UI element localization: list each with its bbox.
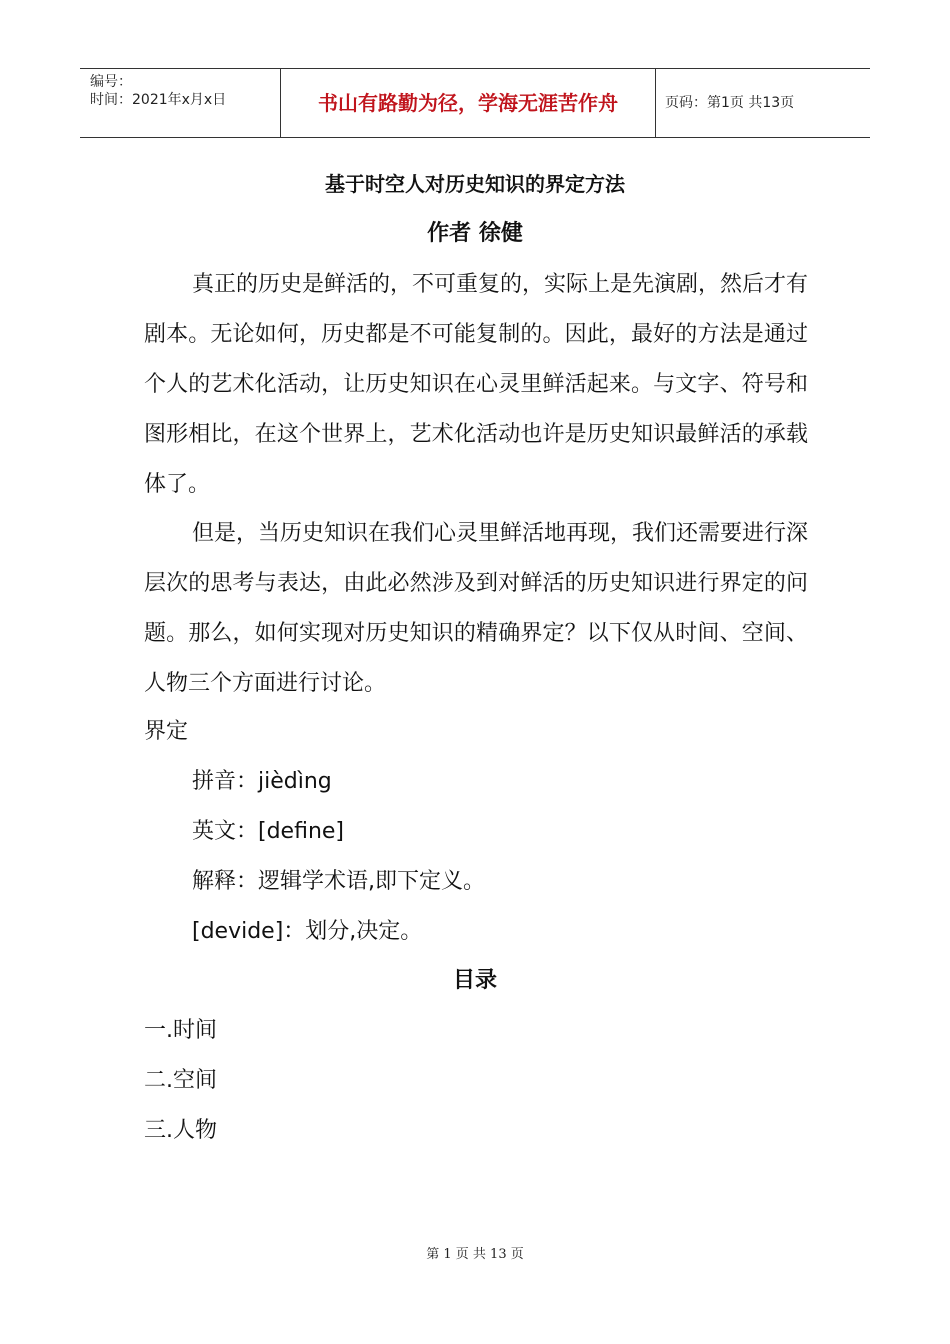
toc-item-space: 二.空间 xyxy=(144,1068,217,1093)
definition-english: 英文：[define] xyxy=(192,819,345,844)
header-page-cell xyxy=(655,69,870,137)
page-info: 页码：第1页 共13页 xyxy=(665,95,795,111)
header-meta-cell xyxy=(80,69,280,137)
paragraph-1: 真正的历史是鲜活的，不可重复的，实际上是先演剧，然后才有剧本。无论如何，历史都是不可能复制的。因此，最好的方法是通过个人的艺术化活动，让历史知识在心灵里鲜活起来。与文字、符号和图形相比，在这个世界上，艺术化活动也许是历史知识最鲜活的承载体了。 xyxy=(144,272,809,497)
document-header xyxy=(80,68,870,138)
motto-text: 书山有路勤为径，学海无涯苦作舟 xyxy=(318,91,618,115)
paragraph-2-block xyxy=(144,509,808,709)
toc-item-people: 三.人物 xyxy=(144,1118,217,1143)
header-motto-cell xyxy=(280,69,656,137)
document-author: 作者 徐健 xyxy=(427,221,523,246)
page-footer: 第 1 页 共 13 页 xyxy=(426,1247,524,1262)
document-title: 基于时空人对历史知识的界定方法 xyxy=(325,172,625,196)
toc-item-time: 一.时间 xyxy=(144,1018,217,1043)
paragraph-2: 但是，当历史知识在我们心灵里鲜活地再现，我们还需要进行深层次的思考与表达，由此必然涉及到对鲜活的历史知识进行界定的问题。那么，如何实现对历史知识的精确界定？以下仅从时间、空间、人物三个方面进行讨论。 xyxy=(144,521,809,696)
number-label: 编号： xyxy=(90,74,132,90)
toc-title: 目录 xyxy=(452,968,497,993)
definition-explanation: 解释：逻辑学术语,即下定义。 xyxy=(192,869,485,894)
definition-pinyin: 拼音：jièdìng xyxy=(192,769,332,794)
paragraph-1-block xyxy=(144,260,808,510)
definition-term: 界定 xyxy=(144,719,189,744)
date-label: 时间：2021年x月x日 xyxy=(90,92,227,108)
definition-devide: [devide]：划分,决定。 xyxy=(192,919,423,944)
